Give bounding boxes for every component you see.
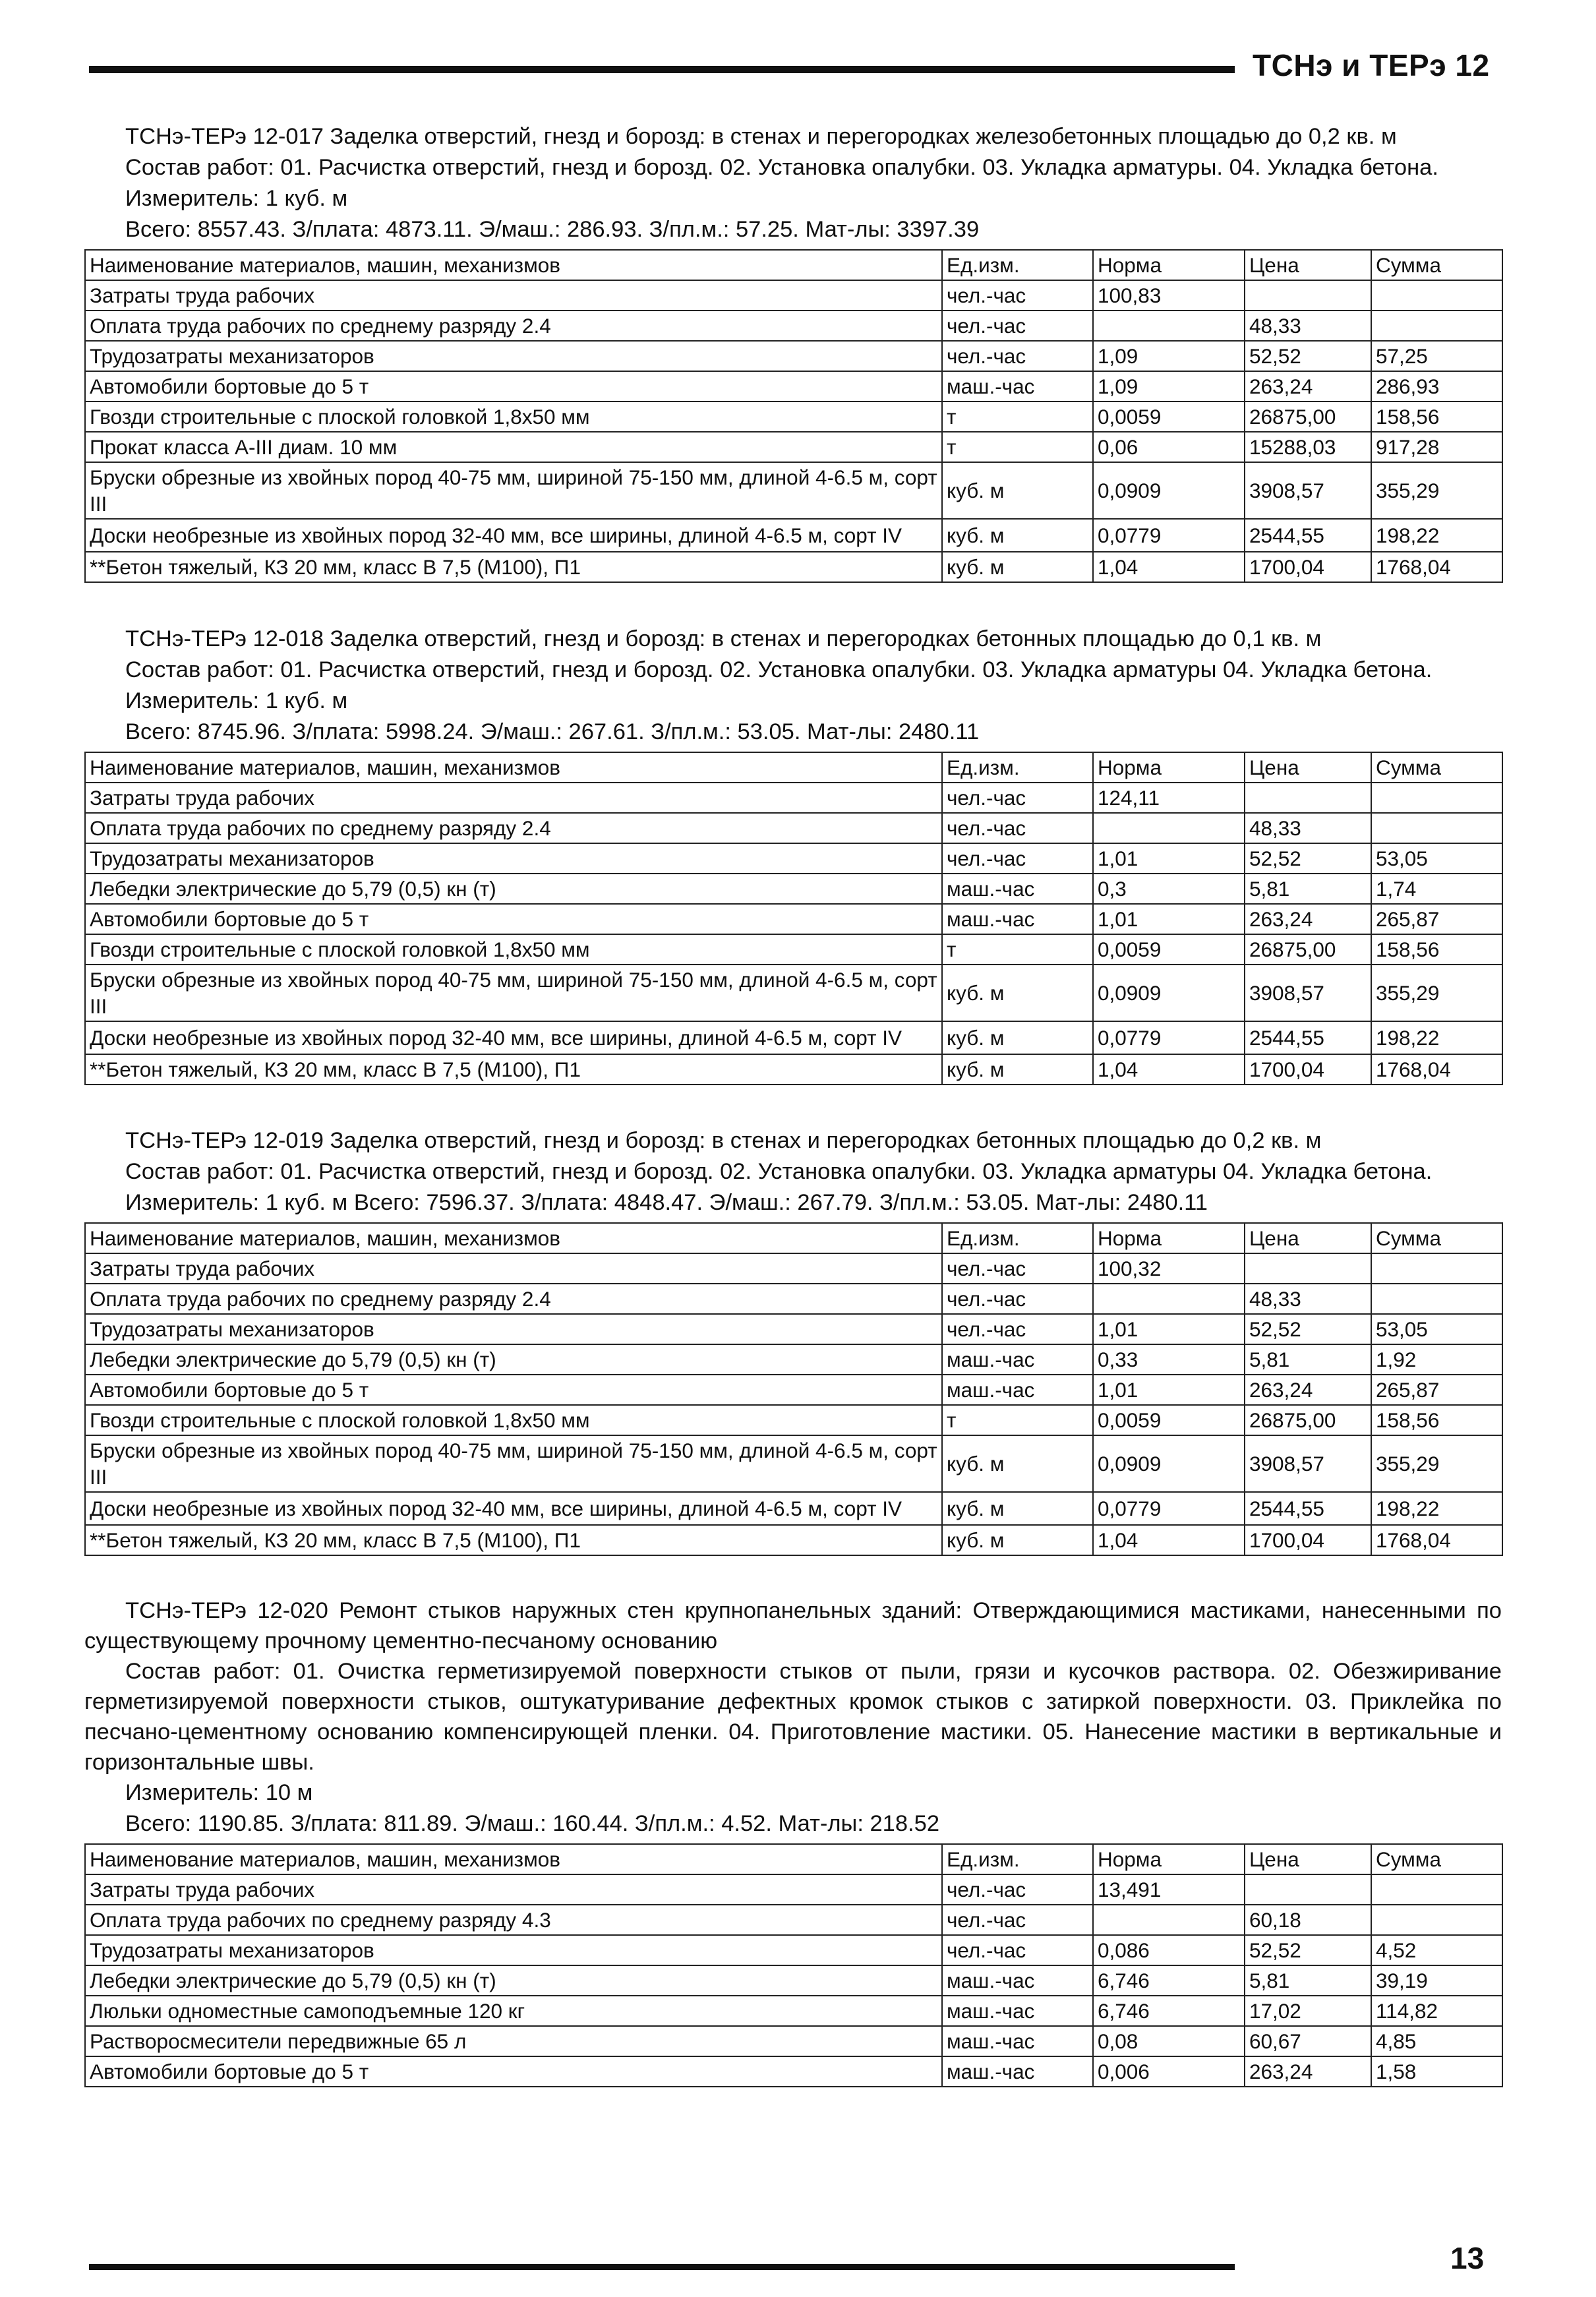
unit-cell: чел.-час (942, 1253, 1093, 1284)
section-12-019 (84, 1125, 1502, 1556)
sum-cell: 158,56 (1371, 934, 1502, 965)
resource-name-cell: Гвозди строительные с плоской головкой 1,8х50 мм (85, 1405, 942, 1435)
unit-cell: куб. м (942, 1054, 1093, 1085)
estimate-table (84, 752, 1503, 1085)
unit-cell: т (942, 432, 1093, 462)
resource-name-cell: Доски необрезные из хвойных пород 32-40 мм, все ширины, длиной 4-6.5 м, сорт IV (85, 1492, 942, 1525)
price-cell: 1700,04 (1245, 1054, 1371, 1085)
section-title: ТСНэ-ТЕРэ 12-018 Заделка отверстий, гнезд и борозд: в стенах и перегородках бетонных площадью до 0,1 кв. м (125, 626, 1322, 651)
price-cell: 3908,57 (1245, 965, 1371, 1021)
sum-cell: 265,87 (1371, 904, 1502, 934)
table-header-row (85, 752, 1502, 783)
section-text-line: Всего: 8745.96. З/плата: 5998.24. Э/маш.: 267.61. З/пл.м.: 53.05. Мат-лы: 2480.11 (125, 719, 980, 744)
table-row (85, 1965, 1502, 1996)
table-row (85, 843, 1502, 874)
resource-name-cell: Автомобили бортовые до 5 т (85, 1375, 942, 1405)
table-row (85, 1375, 1502, 1405)
unit-cell: маш.-час (942, 1965, 1093, 1996)
sum-cell: 1,58 (1371, 2056, 1502, 2087)
unit-cell: куб. м (942, 519, 1093, 552)
norm-cell: 1,01 (1093, 1375, 1245, 1405)
price-cell (1245, 1253, 1371, 1284)
price-cell: 60,18 (1245, 1905, 1371, 1935)
table-header-row (85, 1223, 1502, 1253)
sum-cell: 355,29 (1371, 1435, 1502, 1492)
norm-cell: 13,491 (1093, 1874, 1245, 1905)
table-row (85, 934, 1502, 965)
table-row (85, 1253, 1502, 1284)
page-number: 13 (1450, 2241, 1485, 2275)
work-composition: Состав работ: 01. Расчистка отверстий, гнезд и борозд. 02. Установка опалубки. 03. Укладка арматуры 04. Укладка бетона. (125, 657, 1433, 682)
resource-name-cell: Автомобили бортовые до 5 т (85, 2056, 942, 2087)
estimate-table (84, 1222, 1503, 1556)
column-header: Ед.изм. (942, 1844, 1093, 1874)
price-cell: 52,52 (1245, 843, 1371, 874)
norm-cell: 1,01 (1093, 843, 1245, 874)
resource-name-cell: Затраты труда рабочих (85, 1253, 942, 1284)
table-row (85, 1284, 1502, 1314)
norm-cell: 0,0909 (1093, 965, 1245, 1021)
resource-name-cell: Оплата труда рабочих по среднему разряду 2.4 (85, 311, 942, 341)
price-cell: 48,33 (1245, 1284, 1371, 1314)
norm-cell: 1,01 (1093, 1314, 1245, 1344)
column-header: Цена (1245, 752, 1371, 783)
norm-cell: 1,04 (1093, 1054, 1245, 1085)
sum-cell (1371, 1284, 1502, 1314)
price-cell: 3908,57 (1245, 1435, 1371, 1492)
table-row (85, 1405, 1502, 1435)
price-cell: 26875,00 (1245, 934, 1371, 965)
resource-name-cell: Доски необрезные из хвойных пород 32-40 мм, все ширины, длиной 4-6.5 м, сорт IV (85, 519, 942, 552)
norm-cell: 0,0779 (1093, 1021, 1245, 1054)
sum-cell: 198,22 (1371, 1021, 1502, 1054)
sum-cell: 355,29 (1371, 965, 1502, 1021)
sum-cell: 355,29 (1371, 462, 1502, 519)
table-header-row (85, 1844, 1502, 1874)
table-row (85, 874, 1502, 904)
resource-name-cell: Бруски обрезные из хвойных пород 40-75 мм, шириной 75-150 мм, длиной 4-6.5 м, сорт III (85, 965, 942, 1021)
table-row (85, 1435, 1502, 1492)
sum-cell: 4,85 (1371, 2026, 1502, 2056)
unit-cell: т (942, 402, 1093, 432)
norm-cell: 1,04 (1093, 1525, 1245, 1555)
resource-name-cell: Оплата труда рабочих по среднему разряду 4.3 (85, 1905, 942, 1935)
norm-cell: 0,006 (1093, 2056, 1245, 2087)
section-title: ТСНэ-ТЕРэ 12-017 Заделка отверстий, гнезд и борозд: в стенах и перегородках железобетонных площадью до 0,2 кв. м (125, 124, 1397, 149)
section-text-line: Измеритель: 1 куб. м (125, 688, 348, 713)
resource-name-cell: Прокат класса А-III диам. 10 мм (85, 432, 942, 462)
table-row (85, 402, 1502, 432)
unit-cell: куб. м (942, 965, 1093, 1021)
table-row (85, 462, 1502, 519)
unit-cell: чел.-час (942, 1874, 1093, 1905)
sum-cell: 1768,04 (1371, 1054, 1502, 1085)
unit-cell: т (942, 1405, 1093, 1435)
norm-cell: 0,0909 (1093, 1435, 1245, 1492)
price-cell: 5,81 (1245, 1965, 1371, 1996)
norm-cell: 0,3 (1093, 874, 1245, 904)
table-row (85, 1525, 1502, 1555)
section-text-line: Измеритель: 1 куб. м (125, 186, 348, 211)
sum-cell (1371, 783, 1502, 813)
column-header: Норма (1093, 752, 1245, 783)
price-cell: 1700,04 (1245, 1525, 1371, 1555)
sum-cell (1371, 1253, 1502, 1284)
price-cell: 60,67 (1245, 2026, 1371, 2056)
norm-cell (1093, 1284, 1245, 1314)
table-row (85, 519, 1502, 552)
column-header: Цена (1245, 1844, 1371, 1874)
sum-cell: 158,56 (1371, 1405, 1502, 1435)
norm-cell: 0,06 (1093, 432, 1245, 462)
resource-name-cell: Затраты труда рабочих (85, 280, 942, 311)
resource-name-cell: Трудозатраты механизаторов (85, 1314, 942, 1344)
estimate-table (84, 1843, 1503, 2087)
price-cell: 3908,57 (1245, 462, 1371, 519)
unit-cell: куб. м (942, 1435, 1093, 1492)
sum-cell: 57,25 (1371, 341, 1502, 371)
column-header: Цена (1245, 1223, 1371, 1253)
resource-name-cell: Лебедки электрические до 5,79 (0,5) кн (т) (85, 874, 942, 904)
unit-cell: маш.-час (942, 1375, 1093, 1405)
resource-name-cell: Трудозатраты механизаторов (85, 1935, 942, 1965)
price-cell: 263,24 (1245, 904, 1371, 934)
sum-cell (1371, 280, 1502, 311)
table-row (85, 904, 1502, 934)
table-row (85, 2056, 1502, 2087)
norm-cell: 1,01 (1093, 904, 1245, 934)
footer-rule (89, 2264, 1235, 2270)
sum-cell: 114,82 (1371, 1996, 1502, 2026)
header-rule (89, 66, 1235, 73)
sum-cell: 1768,04 (1371, 552, 1502, 582)
unit-cell: маш.-час (942, 2056, 1093, 2087)
section-text-line: Всего: 8557.43. З/плата: 4873.11. Э/маш.: 286.93. З/пл.м.: 57.25. Мат-лы: 3397.39 (125, 217, 980, 242)
unit-cell: чел.-час (942, 1935, 1093, 1965)
price-cell: 5,81 (1245, 874, 1371, 904)
unit-cell: чел.-час (942, 783, 1093, 813)
resource-name-cell: **Бетон тяжелый, КЗ 20 мм, класс В 7,5 (М100), П1 (85, 1054, 942, 1085)
sum-cell: 39,19 (1371, 1965, 1502, 1996)
price-cell: 263,24 (1245, 2056, 1371, 2087)
column-header: Наименование материалов, машин, механизмов (85, 1223, 942, 1253)
table-row (85, 783, 1502, 813)
table-row (85, 1054, 1502, 1085)
sum-cell: 53,05 (1371, 843, 1502, 874)
resource-name-cell: Оплата труда рабочих по среднему разряду 2.4 (85, 813, 942, 843)
estimate-table (84, 249, 1503, 583)
price-cell: 5,81 (1245, 1344, 1371, 1375)
price-cell: 26875,00 (1245, 1405, 1371, 1435)
resource-name-cell: Гвозди строительные с плоской головкой 1,8х50 мм (85, 402, 942, 432)
norm-cell: 100,83 (1093, 280, 1245, 311)
norm-cell: 0,0909 (1093, 462, 1245, 519)
unit-cell: чел.-час (942, 1284, 1093, 1314)
column-header: Наименование материалов, машин, механизмов (85, 1844, 942, 1874)
unit-cell: маш.-час (942, 874, 1093, 904)
work-composition: Состав работ: 01. Очистка герметизируемой поверхности стыков от пыли, грязи и кусочков раствора. 02. Обезжиривание герметизируемой поверхности стыков, оштукатуривание дефектных кромок стыков с затиркой поверхности. 03. Приклейка по песчано-цементному основанию компенсирующей пленки. 04. Приготовление мастики. 05. Нанесение мастики в вертикальные и горизонтальные швы. (84, 1659, 1502, 1775)
norm-cell: 6,746 (1093, 1996, 1245, 2026)
section-12-017 (84, 121, 1502, 583)
resource-name-cell: Затраты труда рабочих (85, 1874, 942, 1905)
column-header: Ед.изм. (942, 1223, 1093, 1253)
unit-cell: маш.-час (942, 371, 1093, 402)
unit-cell: маш.-час (942, 904, 1093, 934)
resource-name-cell: **Бетон тяжелый, КЗ 20 мм, класс В 7,5 (М100), П1 (85, 552, 942, 582)
sum-cell (1371, 813, 1502, 843)
unit-cell: куб. м (942, 1492, 1093, 1525)
table-row (85, 1344, 1502, 1375)
resource-name-cell: Автомобили бортовые до 5 т (85, 904, 942, 934)
norm-cell: 0,0059 (1093, 402, 1245, 432)
price-cell (1245, 280, 1371, 311)
price-cell: 48,33 (1245, 311, 1371, 341)
column-header: Ед.изм. (942, 752, 1093, 783)
price-cell: 52,52 (1245, 1314, 1371, 1344)
resource-name-cell: Лебедки электрические до 5,79 (0,5) кн (т) (85, 1344, 942, 1375)
price-cell: 2544,55 (1245, 1492, 1371, 1525)
table-row (85, 965, 1502, 1021)
column-header: Цена (1245, 250, 1371, 280)
column-header: Наименование материалов, машин, механизмов (85, 250, 942, 280)
table-row (85, 311, 1502, 341)
sum-cell (1371, 1874, 1502, 1905)
price-cell: 1700,04 (1245, 552, 1371, 582)
norm-cell (1093, 813, 1245, 843)
sum-cell (1371, 311, 1502, 341)
page-header-title: ТСНэ и ТЕРэ 12 (1253, 48, 1490, 82)
unit-cell: чел.-час (942, 341, 1093, 371)
column-header: Норма (1093, 1844, 1245, 1874)
section-title: ТСНэ-ТЕРэ 12-020 Ремонт стыков наружных стен крупнопанельных зданий: Отверждающимися мастиками, нанесенными по существующему прочному цементно-песчаному основанию (84, 1598, 1502, 1654)
unit-cell: т (942, 934, 1093, 965)
table-row (85, 1021, 1502, 1054)
table-row (85, 813, 1502, 843)
section-text-line: Измеритель: 10 м (125, 1780, 313, 1805)
table-row (85, 1935, 1502, 1965)
price-cell: 263,24 (1245, 1375, 1371, 1405)
section-12-018 (84, 624, 1502, 1085)
unit-cell: чел.-час (942, 1905, 1093, 1935)
norm-cell: 100,32 (1093, 1253, 1245, 1284)
norm-cell: 0,0779 (1093, 1492, 1245, 1525)
sum-cell: 158,56 (1371, 402, 1502, 432)
price-cell: 2544,55 (1245, 1021, 1371, 1054)
resource-name-cell: Трудозатраты механизаторов (85, 843, 942, 874)
price-cell: 26875,00 (1245, 402, 1371, 432)
table-row (85, 432, 1502, 462)
sum-cell: 1768,04 (1371, 1525, 1502, 1555)
norm-cell: 0,0779 (1093, 519, 1245, 552)
section-title: ТСНэ-ТЕРэ 12-019 Заделка отверстий, гнезд и борозд: в стенах и перегородках бетонных площадью до 0,2 кв. м (125, 1128, 1322, 1153)
column-header: Норма (1093, 250, 1245, 280)
column-header: Ед.изм. (942, 250, 1093, 280)
unit-cell: куб. м (942, 552, 1093, 582)
column-header: Сумма (1371, 752, 1502, 783)
sum-cell: 1,92 (1371, 1344, 1502, 1375)
column-header: Сумма (1371, 1844, 1502, 1874)
resource-name-cell: Трудозатраты механизаторов (85, 341, 942, 371)
table-header-row (85, 250, 1502, 280)
resource-name-cell: Люльки одноместные самоподъемные 120 кг (85, 1996, 942, 2026)
price-cell (1245, 1874, 1371, 1905)
unit-cell: маш.-час (942, 2026, 1093, 2056)
unit-cell: куб. м (942, 1021, 1093, 1054)
unit-cell: чел.-час (942, 813, 1093, 843)
sum-cell: 917,28 (1371, 432, 1502, 462)
column-header: Наименование материалов, машин, механизмов (85, 752, 942, 783)
unit-cell: чел.-час (942, 1314, 1093, 1344)
table-row (85, 1905, 1502, 1935)
work-composition: Состав работ: 01. Расчистка отверстий, гнезд и борозд. 02. Установка опалубки. 03. Укладка арматуры 04. Укладка бетона. (125, 1159, 1433, 1184)
price-cell: 48,33 (1245, 813, 1371, 843)
resource-name-cell: Автомобили бортовые до 5 т (85, 371, 942, 402)
price-cell: 52,52 (1245, 1935, 1371, 1965)
table-row (85, 2026, 1502, 2056)
price-cell: 15288,03 (1245, 432, 1371, 462)
work-composition: Состав работ: 01. Расчистка отверстий, гнезд и борозд. 02. Установка опалубки. 03. Укладка арматуры. 04. Укладка бетона. (125, 155, 1438, 180)
sum-cell: 198,22 (1371, 1492, 1502, 1525)
unit-cell: маш.-час (942, 1344, 1093, 1375)
table-row (85, 1492, 1502, 1525)
norm-cell: 0,0059 (1093, 934, 1245, 965)
norm-cell: 1,04 (1093, 552, 1245, 582)
norm-cell: 1,09 (1093, 371, 1245, 402)
resource-name-cell: Растворосмесители передвижные 65 л (85, 2026, 942, 2056)
resource-name-cell: **Бетон тяжелый, КЗ 20 мм, класс В 7,5 (М100), П1 (85, 1525, 942, 1555)
table-row (85, 341, 1502, 371)
price-cell: 263,24 (1245, 371, 1371, 402)
table-row (85, 1996, 1502, 2026)
price-cell (1245, 783, 1371, 813)
table-row (85, 552, 1502, 582)
norm-cell: 0,0059 (1093, 1405, 1245, 1435)
sum-cell: 198,22 (1371, 519, 1502, 552)
resource-name-cell: Лебедки электрические до 5,79 (0,5) кн (т) (85, 1965, 942, 1996)
norm-cell: 124,11 (1093, 783, 1245, 813)
sum-cell: 286,93 (1371, 371, 1502, 402)
unit-cell: чел.-час (942, 843, 1093, 874)
norm-cell: 1,09 (1093, 341, 1245, 371)
resource-name-cell: Затраты труда рабочих (85, 783, 942, 813)
unit-cell: маш.-час (942, 1996, 1093, 2026)
sum-cell: 1,74 (1371, 874, 1502, 904)
section-text-line: Всего: 1190.85. З/плата: 811.89. Э/маш.: 160.44. З/пл.м.: 4.52. Мат-лы: 218.52 (125, 1811, 940, 1836)
norm-cell: 0,33 (1093, 1344, 1245, 1375)
table-row (85, 1874, 1502, 1905)
norm-cell (1093, 311, 1245, 341)
unit-cell: куб. м (942, 1525, 1093, 1555)
column-header: Норма (1093, 1223, 1245, 1253)
unit-cell: куб. м (942, 462, 1093, 519)
resource-name-cell: Оплата труда рабочих по среднему разряду 2.4 (85, 1284, 942, 1314)
section-text-line: Измеритель: 1 куб. м Всего: 7596.37. З/плата: 4848.47. Э/маш.: 267.79. З/пл.м.: 53.05. Мат-лы: 2480.11 (125, 1190, 1208, 1215)
sum-cell (1371, 1905, 1502, 1935)
price-cell: 52,52 (1245, 341, 1371, 371)
resource-name-cell: Бруски обрезные из хвойных пород 40-75 мм, шириной 75-150 мм, длиной 4-6.5 м, сорт III (85, 462, 942, 519)
table-row (85, 1314, 1502, 1344)
norm-cell: 0,08 (1093, 2026, 1245, 2056)
column-header: Сумма (1371, 250, 1502, 280)
column-header: Сумма (1371, 1223, 1502, 1253)
norm-cell: 6,746 (1093, 1965, 1245, 1996)
resource-name-cell: Доски необрезные из хвойных пород 32-40 мм, все ширины, длиной 4-6.5 м, сорт IV (85, 1021, 942, 1054)
sum-cell: 53,05 (1371, 1314, 1502, 1344)
unit-cell: чел.-час (942, 311, 1093, 341)
price-cell: 2544,55 (1245, 519, 1371, 552)
norm-cell (1093, 1905, 1245, 1935)
resource-name-cell: Бруски обрезные из хвойных пород 40-75 мм, шириной 75-150 мм, длиной 4-6.5 м, сорт III (85, 1435, 942, 1492)
resource-name-cell: Гвозди строительные с плоской головкой 1,8х50 мм (85, 934, 942, 965)
section-12-020 (84, 1596, 1502, 2087)
sum-cell: 4,52 (1371, 1935, 1502, 1965)
table-row (85, 280, 1502, 311)
table-row (85, 371, 1502, 402)
price-cell: 17,02 (1245, 1996, 1371, 2026)
sum-cell: 265,87 (1371, 1375, 1502, 1405)
norm-cell: 0,086 (1093, 1935, 1245, 1965)
unit-cell: чел.-час (942, 280, 1093, 311)
